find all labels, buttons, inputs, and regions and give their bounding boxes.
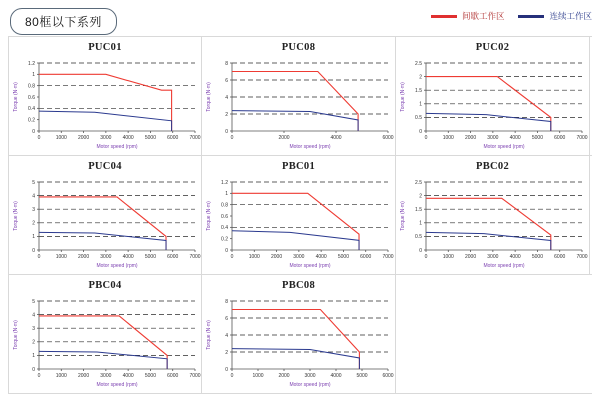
- legend-item-continuous: [518, 10, 592, 22]
- legend-label-intermittent: 间歇工作区: [461, 11, 505, 21]
- svg-text:1000: 1000: [55, 254, 67, 260]
- svg-text:0: 0: [225, 247, 228, 254]
- chart-plot: [202, 293, 396, 391]
- svg-text:3000: 3000: [304, 373, 316, 379]
- svg-text:2: 2: [419, 193, 422, 200]
- page-header: [0, 0, 600, 36]
- chart-cell-pbc04[interactable]: [8, 275, 202, 393]
- svg-text:2.5: 2.5: [415, 60, 422, 67]
- svg-text:2000: 2000: [278, 373, 290, 379]
- svg-text:1000: 1000: [442, 135, 454, 141]
- svg-text:4000: 4000: [122, 373, 134, 379]
- svg-text:3000: 3000: [487, 135, 499, 141]
- series-line-intermittent: [39, 74, 172, 131]
- chart-cell-pbc08[interactable]: [202, 275, 396, 393]
- svg-text:4000: 4000: [509, 135, 521, 141]
- chart-row: [8, 37, 592, 156]
- svg-text:4: 4: [225, 94, 228, 101]
- svg-text:5000: 5000: [356, 373, 368, 379]
- svg-text:1000: 1000: [252, 373, 264, 379]
- chart-plot: [9, 55, 203, 153]
- svg-text:2: 2: [225, 349, 228, 356]
- svg-text:7000: 7000: [189, 254, 201, 260]
- svg-text:2: 2: [32, 339, 35, 346]
- svg-text:8: 8: [225, 60, 228, 67]
- svg-text:Motor speed (rpm): Motor speed (rpm): [483, 144, 525, 150]
- chart-row: [8, 275, 592, 394]
- chart-plot: [9, 293, 203, 391]
- legend-label-continuous: 连续工作区: [549, 11, 592, 21]
- chart-plot: [396, 55, 590, 153]
- chart-plot: [9, 174, 203, 272]
- chart-title: PBC02: [476, 161, 509, 172]
- series-line-continuous: [426, 113, 551, 131]
- svg-text:1.2: 1.2: [221, 179, 228, 186]
- svg-text:7000: 7000: [189, 373, 201, 379]
- svg-text:0: 0: [419, 247, 422, 254]
- svg-text:7000: 7000: [576, 254, 588, 260]
- svg-text:1.5: 1.5: [415, 207, 422, 213]
- svg-text:5: 5: [32, 298, 35, 305]
- svg-text:1000: 1000: [442, 254, 454, 260]
- svg-text:0: 0: [230, 254, 234, 260]
- svg-text:3: 3: [32, 326, 35, 332]
- svg-text:4000: 4000: [509, 254, 521, 260]
- svg-text:2000: 2000: [78, 254, 90, 260]
- chart-cell-empty: [396, 275, 590, 393]
- svg-text:3000: 3000: [293, 254, 305, 260]
- svg-text:6000: 6000: [554, 254, 566, 260]
- svg-text:4000: 4000: [315, 254, 327, 260]
- svg-text:0: 0: [419, 128, 422, 135]
- series-line-intermittent: [232, 72, 358, 132]
- chart-cell-puc08[interactable]: [202, 37, 396, 155]
- svg-text:1.2: 1.2: [28, 60, 35, 67]
- svg-text:0: 0: [37, 373, 41, 379]
- svg-text:0: 0: [230, 373, 234, 379]
- svg-text:4000: 4000: [122, 254, 134, 260]
- chart-title: PUC02: [475, 42, 510, 53]
- svg-text:6000: 6000: [167, 135, 179, 141]
- svg-text:4000: 4000: [330, 373, 342, 379]
- svg-text:0.8: 0.8: [28, 83, 35, 90]
- svg-text:0: 0: [37, 254, 41, 260]
- svg-text:0.4: 0.4: [221, 225, 228, 232]
- svg-text:2: 2: [419, 74, 422, 81]
- svg-text:Motor speed (rpm): Motor speed (rpm): [96, 382, 138, 388]
- legend-item-intermittent: [431, 10, 505, 22]
- svg-text:Torque (N·m): Torque (N·m): [206, 320, 212, 350]
- svg-text:Torque (N·m): Torque (N·m): [13, 201, 19, 231]
- chart-title: PUC08: [281, 42, 316, 53]
- svg-text:1000: 1000: [55, 373, 67, 379]
- svg-text:3000: 3000: [100, 135, 112, 141]
- series-line-continuous: [426, 232, 551, 250]
- svg-text:0: 0: [32, 247, 35, 254]
- series-line-continuous: [39, 351, 167, 369]
- svg-text:1000: 1000: [248, 254, 260, 260]
- series-line-intermittent: [426, 198, 551, 250]
- svg-text:1.5: 1.5: [415, 88, 422, 94]
- svg-text:Motor speed (rpm): Motor speed (rpm): [96, 263, 138, 269]
- series-line-intermittent: [39, 316, 167, 369]
- svg-text:0.6: 0.6: [221, 213, 228, 220]
- svg-text:2: 2: [225, 111, 228, 118]
- svg-text:1: 1: [419, 220, 422, 227]
- svg-text:4: 4: [32, 193, 35, 200]
- svg-text:5000: 5000: [144, 373, 156, 379]
- svg-text:0: 0: [230, 135, 234, 141]
- svg-text:2000: 2000: [271, 254, 283, 260]
- svg-text:5: 5: [32, 179, 35, 186]
- svg-text:4: 4: [32, 312, 35, 319]
- svg-text:1: 1: [225, 191, 228, 198]
- svg-text:0.5: 0.5: [415, 234, 422, 241]
- svg-text:Torque (N·m): Torque (N·m): [13, 82, 19, 112]
- svg-text:0: 0: [225, 128, 228, 135]
- svg-text:1: 1: [32, 72, 35, 79]
- chart-cell-puc01[interactable]: [8, 37, 202, 155]
- svg-text:0.2: 0.2: [221, 236, 228, 243]
- svg-text:5000: 5000: [531, 135, 543, 141]
- svg-text:0.5: 0.5: [415, 115, 422, 122]
- svg-text:6000: 6000: [554, 135, 566, 141]
- series-tag: 80框以下系列: [10, 8, 117, 35]
- svg-text:1000: 1000: [55, 135, 67, 141]
- svg-text:7000: 7000: [382, 254, 394, 260]
- svg-text:4000: 4000: [122, 135, 134, 141]
- svg-text:Motor speed (rpm): Motor speed (rpm): [289, 263, 331, 269]
- svg-text:5000: 5000: [531, 254, 543, 260]
- chart-plot: [396, 174, 590, 272]
- svg-text:3000: 3000: [100, 254, 112, 260]
- svg-text:3000: 3000: [100, 373, 112, 379]
- series-line-continuous: [232, 231, 359, 250]
- svg-text:2000: 2000: [465, 254, 477, 260]
- svg-text:3: 3: [32, 207, 35, 213]
- svg-text:0.6: 0.6: [28, 94, 35, 101]
- svg-text:6: 6: [225, 77, 228, 84]
- svg-text:Motor speed (rpm): Motor speed (rpm): [483, 263, 525, 269]
- svg-text:0: 0: [225, 366, 228, 373]
- svg-text:0: 0: [37, 135, 41, 141]
- svg-text:1: 1: [419, 101, 422, 108]
- svg-text:0.4: 0.4: [28, 106, 35, 113]
- svg-text:Torque (N·m): Torque (N·m): [206, 82, 212, 112]
- svg-text:4: 4: [225, 332, 228, 339]
- legend-swatch-intermittent-icon: [431, 15, 457, 18]
- svg-text:5000: 5000: [337, 254, 349, 260]
- series-line-continuous: [39, 232, 166, 250]
- chart-title: PBC01: [282, 161, 315, 172]
- svg-text:6000: 6000: [382, 373, 394, 379]
- chart-grid: [8, 36, 592, 394]
- svg-text:Torque (N·m): Torque (N·m): [206, 201, 212, 231]
- svg-text:2000: 2000: [278, 135, 290, 141]
- chart-title: PUC04: [88, 161, 122, 172]
- svg-text:2.5: 2.5: [415, 179, 422, 186]
- svg-text:Motor speed (rpm): Motor speed (rpm): [96, 144, 138, 150]
- chart-cell-puc02[interactable]: [396, 37, 590, 155]
- svg-text:7000: 7000: [576, 135, 588, 141]
- chart-cell-puc04[interactable]: [8, 156, 202, 274]
- svg-text:4000: 4000: [330, 135, 342, 141]
- series-line-intermittent: [39, 197, 166, 250]
- chart-row: [8, 156, 592, 275]
- svg-text:6000: 6000: [382, 135, 394, 141]
- chart-cell-pbc01[interactable]: [202, 156, 396, 274]
- svg-text:2000: 2000: [78, 373, 90, 379]
- svg-text:1: 1: [32, 353, 35, 360]
- svg-text:Torque (N·m): Torque (N·m): [13, 320, 19, 350]
- svg-text:6000: 6000: [167, 254, 179, 260]
- svg-text:Torque (N·m): Torque (N·m): [400, 201, 406, 231]
- series-line-intermittent: [232, 193, 359, 250]
- svg-text:6000: 6000: [360, 254, 372, 260]
- svg-text:7000: 7000: [189, 135, 201, 141]
- svg-text:6000: 6000: [167, 373, 179, 379]
- svg-text:5000: 5000: [144, 135, 156, 141]
- svg-text:0.2: 0.2: [28, 117, 35, 124]
- svg-text:0.8: 0.8: [221, 202, 228, 209]
- chart-cell-pbc02[interactable]: [396, 156, 590, 274]
- chart-plot: [202, 55, 396, 153]
- svg-text:0: 0: [424, 254, 428, 260]
- svg-text:2: 2: [32, 220, 35, 227]
- svg-text:0: 0: [424, 135, 428, 141]
- svg-text:2000: 2000: [465, 135, 477, 141]
- svg-text:1: 1: [32, 234, 35, 241]
- svg-text:Motor speed (rpm): Motor speed (rpm): [289, 382, 331, 388]
- svg-text:0: 0: [32, 128, 35, 135]
- chart-title: PBC08: [282, 280, 315, 291]
- chart-title: PBC04: [88, 280, 122, 291]
- svg-text:6: 6: [225, 315, 228, 322]
- chart-plot: [202, 174, 396, 272]
- svg-text:Motor speed (rpm): Motor speed (rpm): [289, 144, 331, 150]
- series-line-intermittent: [232, 310, 359, 370]
- svg-text:3000: 3000: [487, 254, 499, 260]
- series-line-continuous: [39, 111, 172, 131]
- legend-swatch-continuous-icon: [518, 15, 544, 18]
- svg-text:0: 0: [32, 366, 35, 373]
- svg-text:Torque (N·m): Torque (N·m): [400, 82, 406, 112]
- svg-text:2000: 2000: [78, 135, 90, 141]
- legend: [431, 10, 592, 22]
- chart-title: PUC01: [88, 42, 122, 53]
- svg-text:8: 8: [225, 298, 228, 305]
- svg-text:5000: 5000: [144, 254, 156, 260]
